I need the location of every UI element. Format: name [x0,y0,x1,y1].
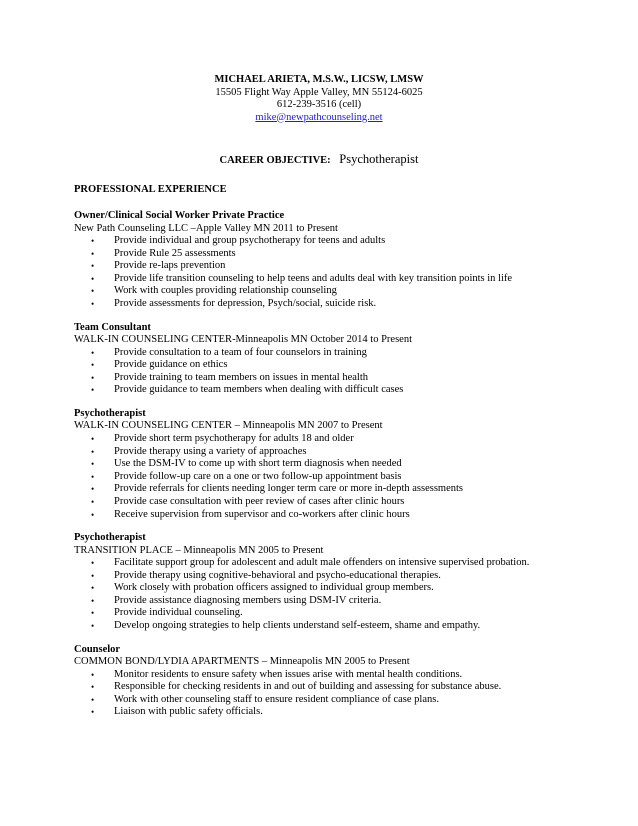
duty-item [74,509,594,522]
duty-item [74,496,594,509]
duties-list [74,433,594,521]
duty-item [74,235,594,248]
bullet-icon: • [91,682,95,693]
duty-text: Provide individual counseling. [114,607,243,619]
duty-item [74,483,594,496]
duty-text: Provide short term psychotherapy for adults 18 and older [114,432,354,444]
duty-item [74,582,594,595]
duty-item [74,359,594,372]
duty-text: Provide life transition counseling to help teens and adults deal with key transition points in life [114,272,513,284]
duty-item [74,248,594,261]
duty-text: Use the DSM-IV to come up with short term diagnosis when needed [114,458,402,470]
objective-label: CAREER OBJECTIVE: [219,155,331,166]
bullet-icon: • [91,509,95,520]
duty-text: Provide case consultation with peer review of cases after clinic hours [114,495,405,507]
job-title: Team Consultant [74,321,151,333]
duty-item [74,458,594,471]
duty-item [74,570,594,583]
duty-text: Provide guidance on ethics [114,359,228,371]
bullet-icon: • [91,608,95,619]
resume-header [0,74,638,124]
duty-item [74,446,594,459]
duty-text: Develop ongoing strategies to help clients understand self-esteem, shame and empathy. [114,620,481,632]
duty-item [74,595,594,608]
experience-entry [74,322,594,397]
duty-item [74,694,594,707]
duties-list [74,557,594,633]
duty-text: Provide consultation to a team of four counselors in training [114,346,367,358]
bullet-icon: • [91,273,95,284]
duty-item [74,384,594,397]
duty-item [74,669,594,682]
duty-text: Receive supervision from supervisor and co-workers after clinic hours [114,508,410,520]
objective-value: Psychotherapist [339,152,419,166]
duty-item [74,607,594,620]
duty-item [74,285,594,298]
duty-text: Work with couples providing relationship counseling [114,285,337,297]
duty-item [74,706,594,719]
duty-text: Responsible for checking residents in and out of building and assessing for substance abuse. [114,681,502,693]
bullet-icon: • [91,694,95,705]
bullet-icon: • [91,459,95,470]
career-objective [0,152,638,167]
experience-entry [74,408,594,521]
bullet-icon: • [91,298,95,309]
duty-text: Provide therapy using cognitive-behavioral and psycho-educational therapies. [114,569,441,581]
duty-item [74,260,594,273]
candidate-address: 15505 Flight Way Apple Valley, MN 55124-6025 [215,86,423,98]
duty-text: Provide Rule 25 assessments [114,247,236,259]
bullet-icon: • [91,286,95,297]
duty-text: Provide follow-up care on a one or two follow-up appointment basis [114,470,402,482]
section-title: PROFESSIONAL EXPERIENCE [74,184,227,195]
job-organization: WALK-IN COUNSELING CENTER – Minneapolis MN 2007 to Present [74,420,383,432]
duty-item [74,557,594,570]
duty-text: Monitor residents to ensure safety when issues arise with mental health conditions. [114,668,463,680]
duty-text: Provide referrals for clients needing longer term care or more in-depth assessments [114,483,464,495]
job-title: Counselor [74,643,121,655]
job-organization: COMMON BOND/LYDIA APARTMENTS – Minneapolis MN 2005 to Present [74,656,410,668]
duty-text: Provide individual and group psychotherapy for teens and adults [114,235,386,246]
duty-text: Provide training to team members on issues in mental health [114,371,368,383]
candidate-name: MICHAEL ARIETA, M.S.W., LICSW, LMSW [214,74,424,85]
duty-text: Provide assessments for depression, Psych/social, suicide risk. [114,297,377,309]
duties-list [74,347,594,397]
bullet-icon: • [91,669,95,680]
bullet-icon: • [91,385,95,396]
job-title: Owner/Clinical Social Worker Private Practice [74,210,285,221]
bullet-icon: • [91,484,95,495]
experience-entry [74,532,594,633]
duty-text: Provide therapy using a variety of approaches [114,445,307,457]
duty-text: Provide re-laps prevention [114,260,226,272]
bullet-icon: • [91,707,95,718]
bullet-icon: • [91,558,95,569]
duty-text: Facilitate support group for adolescent and adult male offenders on intensive supervised probation. [114,557,530,569]
duties-list [74,235,594,311]
bullet-icon: • [91,471,95,482]
job-organization: New Path Counseling LLC –Apple Valley MN 2011 to Present [74,222,338,234]
experience-entry [74,644,594,719]
bullet-icon: • [91,621,95,632]
duty-item [74,433,594,446]
bullet-icon: • [91,583,95,594]
duty-item [74,372,594,385]
duty-item [74,273,594,286]
experience-list [74,210,594,730]
bullet-icon: • [91,360,95,371]
duty-item [74,681,594,694]
bullet-icon: • [91,248,95,259]
job-organization: TRANSITION PLACE – Minneapolis MN 2005 to Present [74,544,324,556]
bullet-icon: • [91,236,95,246]
bullet-icon: • [91,433,95,444]
duties-list [74,669,594,719]
bullet-icon: • [91,372,95,383]
duty-item [74,347,594,360]
bullet-icon: • [91,496,95,507]
bullet-icon: • [91,446,95,457]
candidate-email-link[interactable]: mike@newpathcounseling.net [255,111,383,123]
candidate-phone: 612-239-3516 (cell) [276,99,362,110]
job-title: Psychotherapist [74,407,146,419]
duty-text: Provide guidance to team members when dealing with difficult cases [114,384,404,396]
duty-item [74,620,594,633]
duty-text: Work closely with probation officers assigned to individual group members. [114,582,434,594]
duty-text: Work with other counseling staff to ensure resident compliance of case plans. [114,693,439,705]
bullet-icon: • [91,595,95,606]
bullet-icon: • [91,261,95,272]
job-organization: WALK-IN COUNSELING CENTER-Minneapolis MN October 2014 to Present [74,334,412,346]
bullet-icon: • [91,347,95,358]
job-title: Psychotherapist [74,532,146,544]
experience-entry [74,210,594,311]
duty-item [74,298,594,311]
duty-item [74,471,594,484]
duty-text: Provide assistance diagnosing members using DSM-IV criteria. [114,594,382,606]
duty-text: Liaison with public safety officials. [114,706,263,718]
bullet-icon: • [91,570,95,581]
